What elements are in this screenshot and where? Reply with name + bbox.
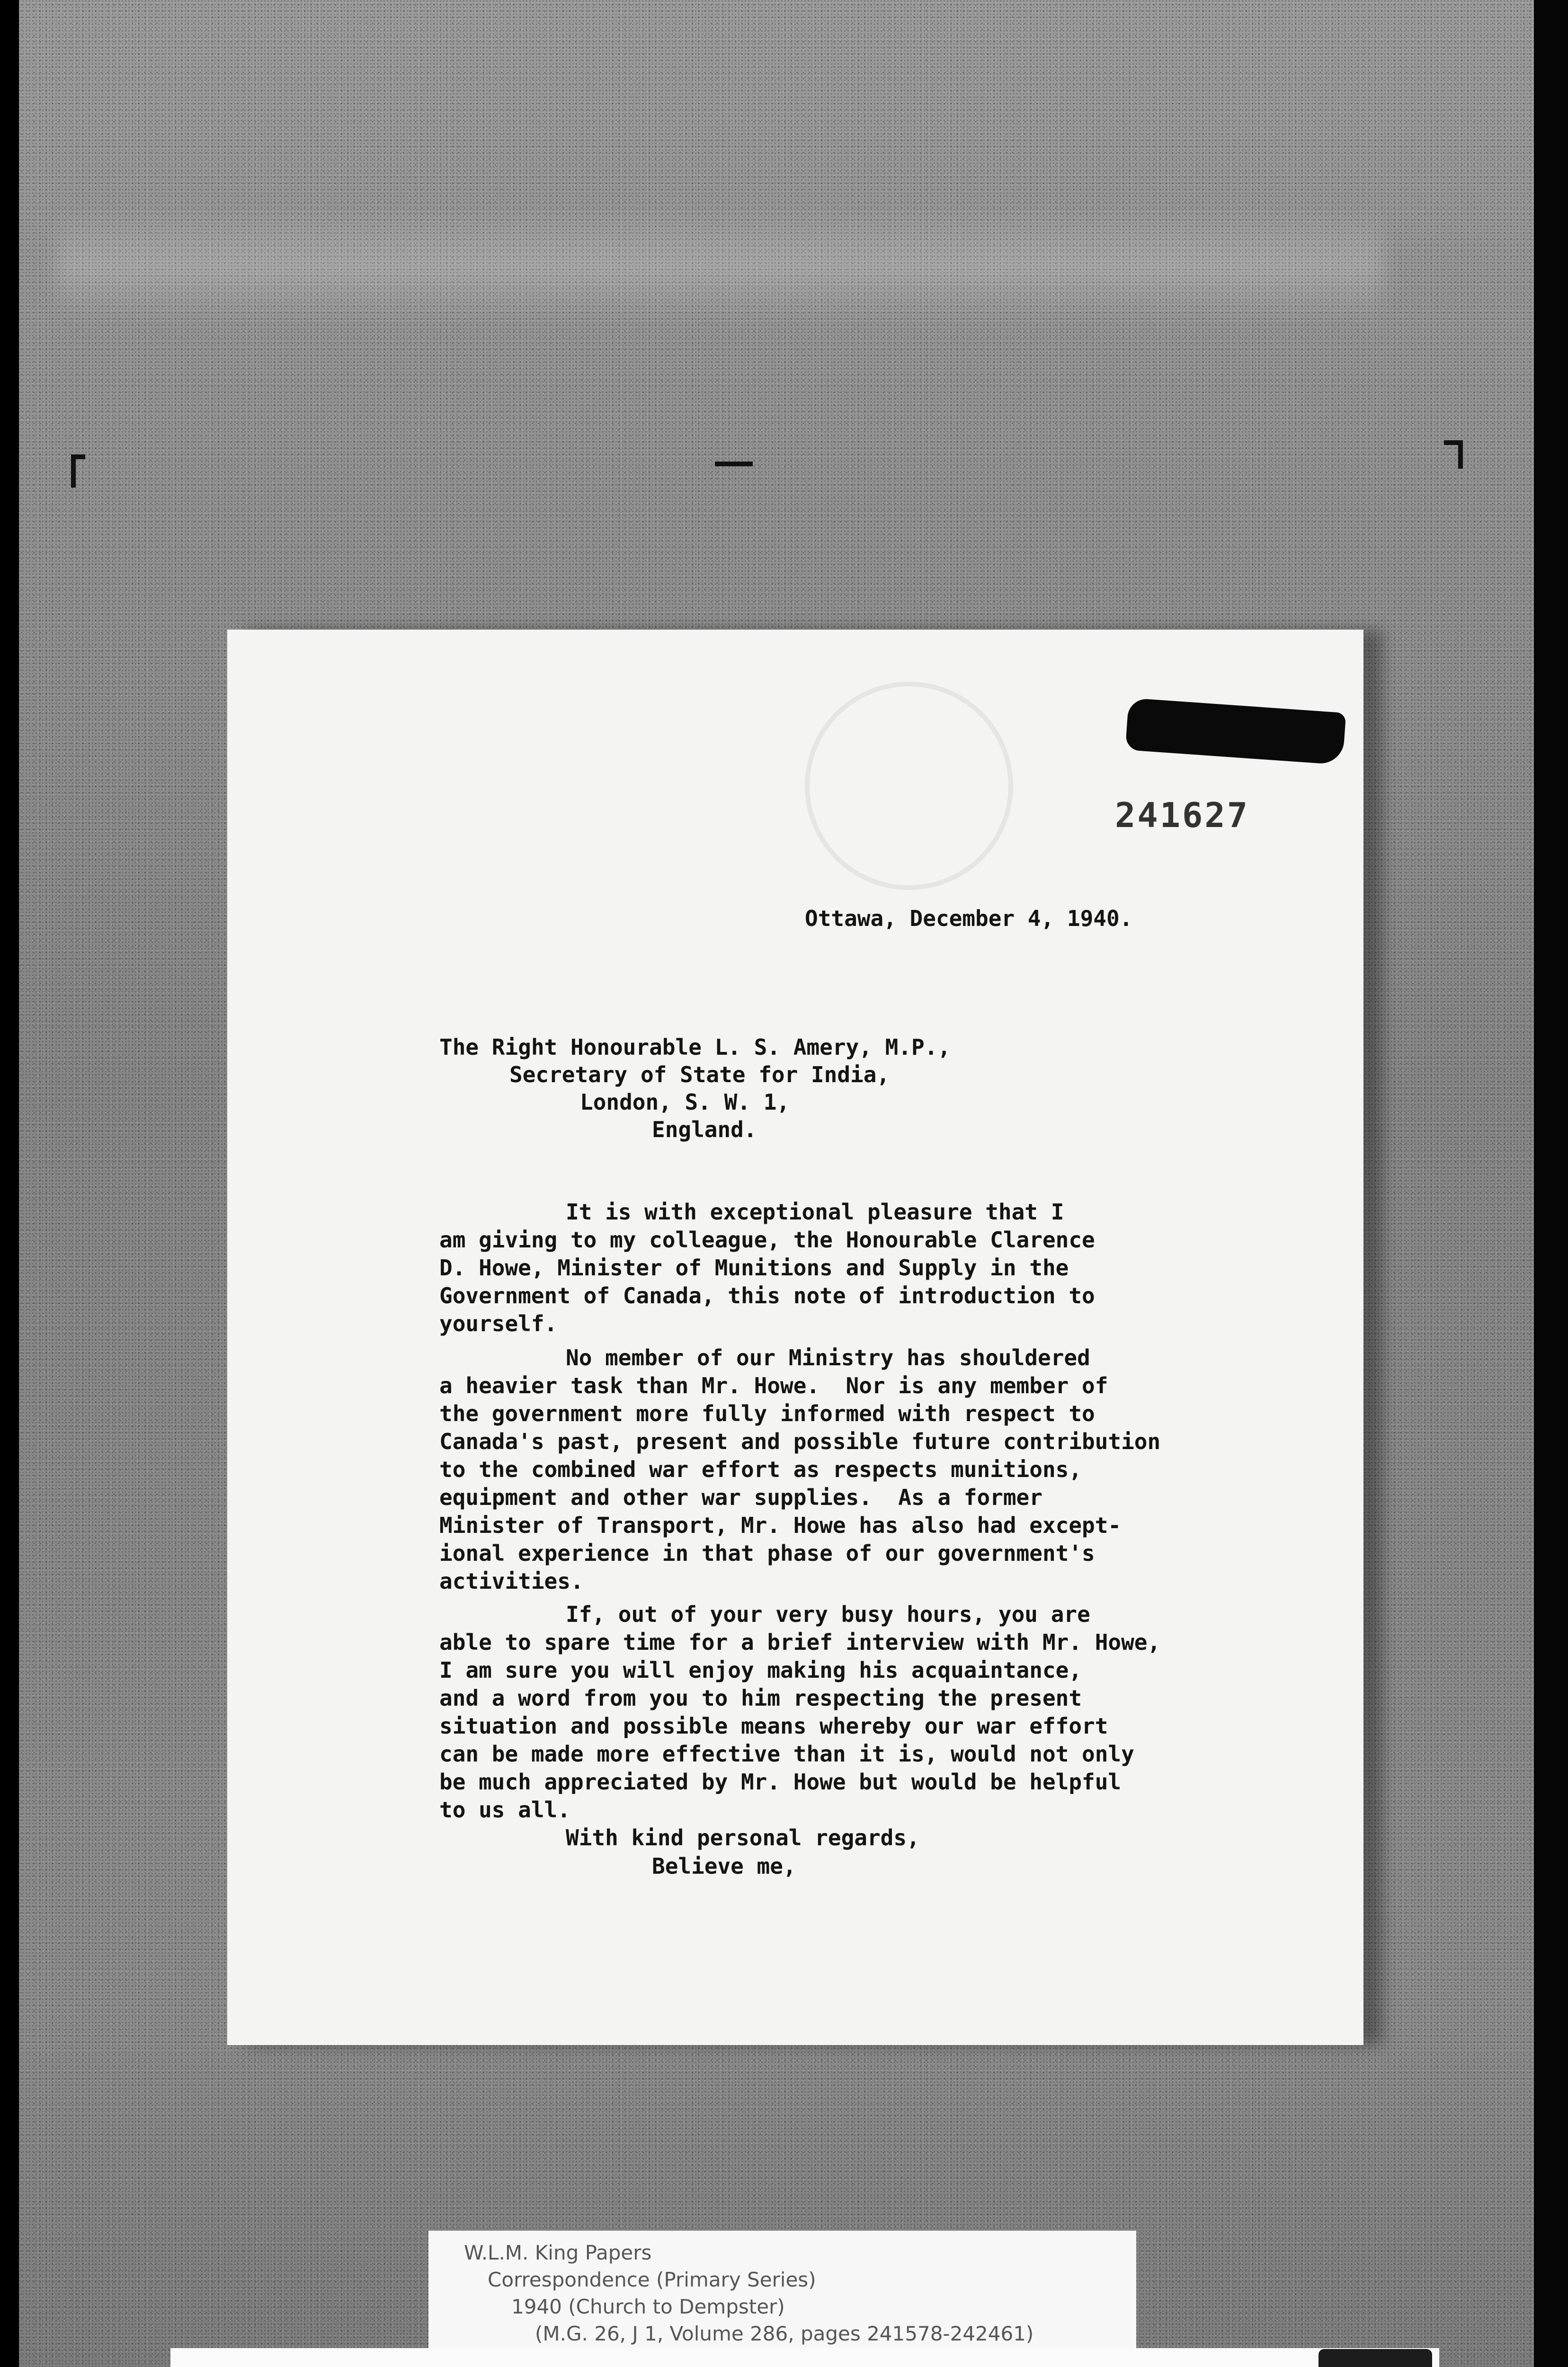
paragraph-3-line: I am sure you will enjoy making his acquaintance,	[439, 1657, 1082, 1683]
paragraph-2-line: a heavier task than Mr. Howe. Nor is any member of	[439, 1373, 1108, 1398]
paragraph-2-line: ional experience in that phase of our government's	[439, 1540, 1095, 1566]
paragraph-3-line: can be made more effective than it is, would not only	[439, 1741, 1134, 1767]
registration-mark-top-right	[1444, 440, 1463, 445]
paragraph-3-line: situation and possible means whereby our war effort	[439, 1713, 1108, 1739]
paragraph-3-line: If, out of your very busy hours, you are	[566, 1602, 1090, 1627]
paragraph-2-line: to the combined war effort as respects munitions,	[439, 1457, 1082, 1482]
archives-banner	[170, 2348, 1439, 2367]
paragraph-1-line: It is with exceptional pleasure that I	[566, 1199, 1064, 1225]
paragraph-2-line: equipment and other war supplies. As a former	[439, 1485, 1042, 1510]
registration-mark-top-left	[71, 454, 85, 459]
addressee-line: Secretary of State for India,	[509, 1062, 890, 1087]
paragraph-3-line: able to spare time for a brief interview with Mr. Howe,	[439, 1629, 1161, 1655]
paragraph-1-line: D. Howe, Minister of Munitions and Supply in the	[439, 1255, 1069, 1281]
film-edge	[1534, 0, 1568, 2367]
collection-label	[428, 2231, 1136, 2349]
date-line: Ottawa, December 4, 1940.	[805, 906, 1133, 931]
registration-mark-top-left	[71, 454, 76, 488]
collection-year: 1940 (Church to Dempster)	[511, 2295, 785, 2318]
paragraph-3-line: and a word from you to him respecting the present	[439, 1685, 1082, 1711]
valediction-line: Believe me,	[652, 1853, 796, 1879]
document-number: 241627	[1115, 795, 1250, 835]
paragraph-2-line: Minister of Transport, Mr. Howe has also had except-	[439, 1513, 1122, 1538]
faint-seal-stamp	[805, 682, 1013, 890]
addressee-line: England.	[652, 1117, 757, 1142]
paragraph-2-line: activities.	[439, 1568, 584, 1594]
paragraph-3-line: to us all.	[439, 1797, 570, 1823]
closing-line: With kind personal regards,	[566, 1825, 920, 1851]
collection-reference: (M.G. 26, J 1, Volume 286, pages 241578-242461)	[535, 2322, 1034, 2345]
collection-name: W.L.M. King Papers	[464, 2241, 652, 2264]
paragraph-1-line: am giving to my colleague, the Honourable Clarence	[439, 1227, 1095, 1253]
paragraph-3-line: be much appreciated by Mr. Howe but would be helpful	[439, 1769, 1122, 1795]
addressee-line: London, S. W. 1,	[580, 1089, 790, 1115]
archives-logo	[1319, 2349, 1432, 2367]
paragraph-2-line: No member of our Ministry has shouldered	[566, 1345, 1090, 1370]
addressee-line: The Right Honourable L. S. Amery, M.P.,	[439, 1034, 951, 1060]
paragraph-1-line: Government of Canada, this note of introduction to	[439, 1283, 1095, 1308]
registration-mark-top-center	[715, 462, 753, 466]
paragraph-2-line: the government more fully informed with respect to	[439, 1401, 1095, 1426]
light-band	[57, 208, 1382, 322]
collection-series: Correspondence (Primary Series)	[488, 2268, 816, 2291]
paragraph-2-line: Canada's past, present and possible future contribution	[439, 1429, 1161, 1454]
paragraph-1-line: yourself.	[439, 1311, 558, 1336]
